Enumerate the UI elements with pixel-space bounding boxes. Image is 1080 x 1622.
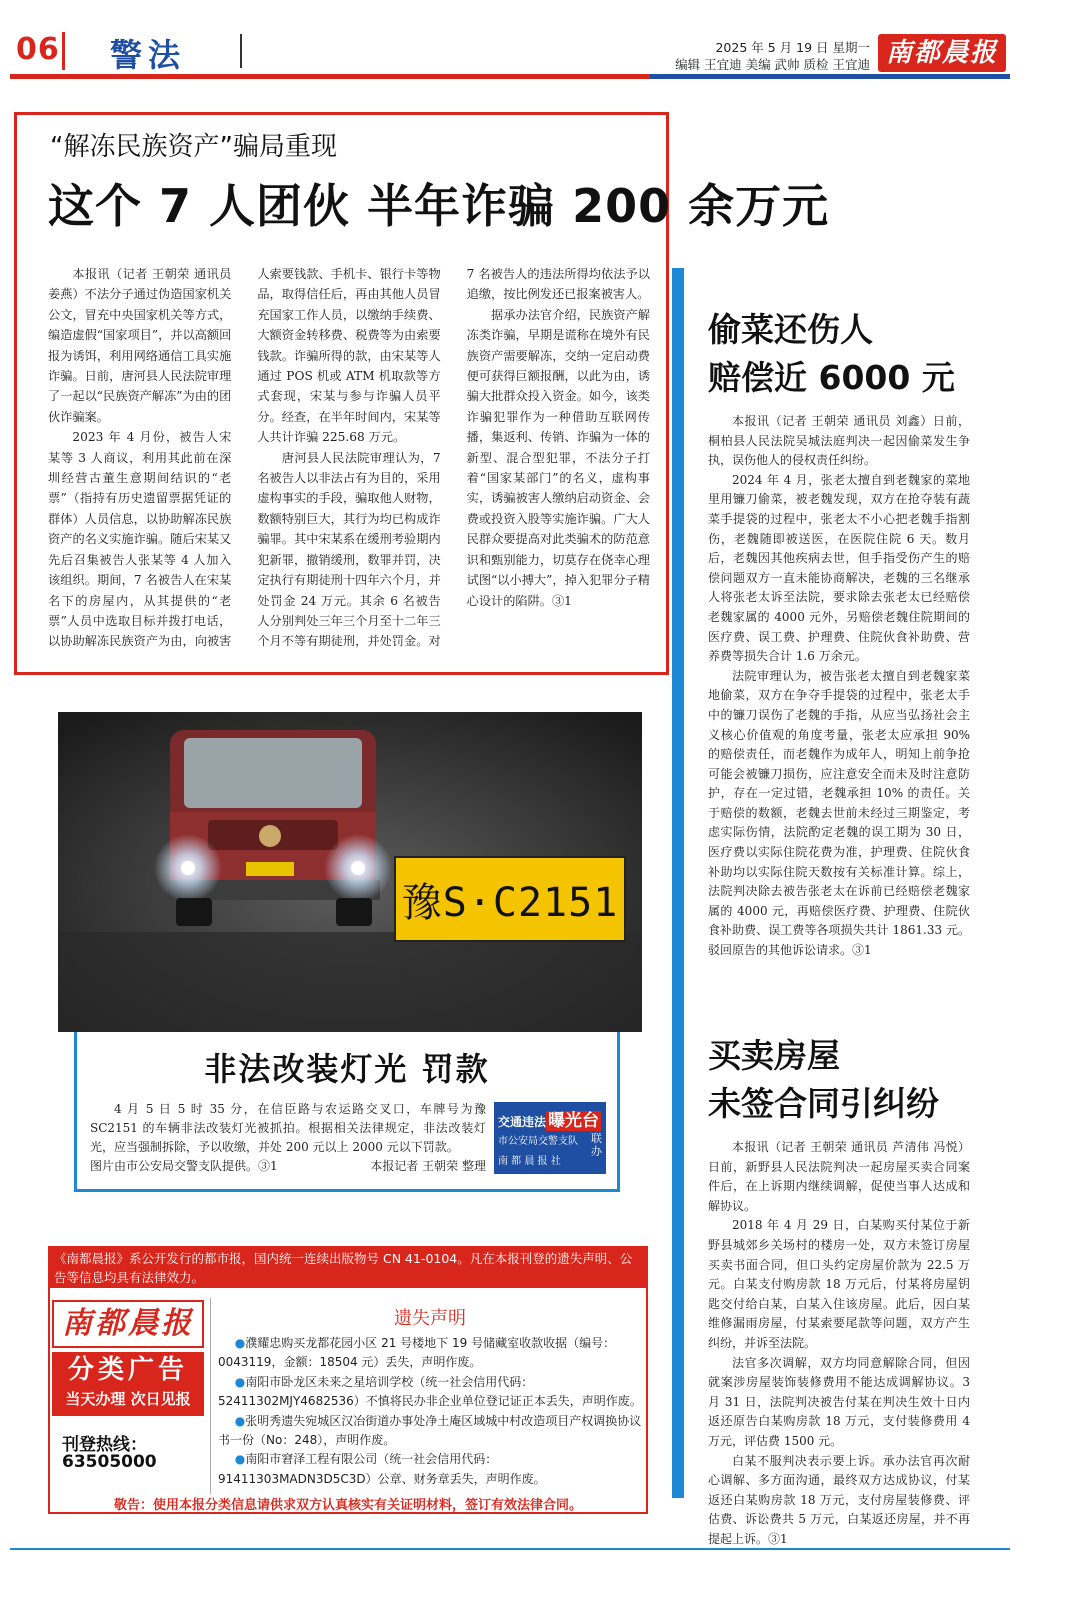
bullet-icon: ● xyxy=(234,1452,246,1467)
main-article-kicker: “解冻民族资产”骗局重现 xyxy=(50,132,337,162)
header-rule-red xyxy=(10,74,650,79)
exposure-badge-big: 曝光台 xyxy=(548,1111,600,1131)
lost-notice-item xyxy=(218,1373,642,1412)
lost-notice-title: 遗失声明 xyxy=(394,1308,466,1329)
lost-notice-item xyxy=(218,1412,642,1451)
article-paragraph: 白某不服判决表示要上诉。承办法官再次耐心调解、多方面沟通，最终双方达成协议，付某返还白某购房款 18 万元，支付房屋装修费、评估费、诉讼费共 5 万元，白某返还房屋，并不再提起上诉。③1 xyxy=(708,1453,970,1546)
bullet-icon: ● xyxy=(234,1336,246,1350)
article-paragraph: 法官多次调解，双方均同意解除合同，但因就案涉房屋装饰装修费用不能达成调解协议。3 月 31 日，法院判决被告付某在判决生效十日内返还原告白某购房款 18 万元，支付装修费用 4 万元，评估费 1500 元。 xyxy=(708,1355,970,1448)
classified-divider xyxy=(210,1298,211,1494)
editor-credits: 编辑 王宜迪 美编 武帅 质检 王宜迪 xyxy=(675,57,870,72)
title-line: 赔偿近 6000 元 xyxy=(708,358,955,397)
section-name: 警法 xyxy=(110,36,187,74)
vegetable-article-title xyxy=(708,306,955,402)
bullet-icon: ● xyxy=(234,1374,246,1389)
header-rule-blue xyxy=(650,74,1010,79)
traffic-exposure-badge xyxy=(494,1102,606,1174)
photo-credit-line xyxy=(90,1157,486,1176)
classified-top-notice: 《南都晨报》系公开发行的都市报，国内统一连续出版物号 CN 41-0104。凡在本报刊登的遗失声明、公告等信息均具有法律效力。 xyxy=(48,1246,648,1288)
article-paragraph: 法院审理认为，被告张老太擅自到老魏家菜地偷菜，双方在争夺手提袋的过程中，张老太手中的镰刀误伤了老魏的手指，从应当弘扬社会主义核心价值观的角度考量，张老太应承担 90% 的赔偿责任，而老魏作为成年人，明知上前争抢可能会被镰刀损伤，应注意安全而未及时注意防护，存在一定过错，老魏承担 10% 的责任。关于赔偿的数额，老魏去世前未经过三期鉴定，考虑实际伤情，法院酌定老魏的误工期为 30 日，医疗费以实际住院花费为准，护理费、住院伙食补助均以实际住院天数按有关标准计算。综上，法院判决除去被告张老太在诉前已经赔偿老魏家属的 4000 元，再赔偿医疗费、护理费、住院伙食补助费、误工费等各项损失共计 1861.33 元。驳回原告的其他诉讼请求。③1 xyxy=(708,668,970,958)
article-paragraph: 2023 年 4 月份，被告人宋某等 3 人商议，利用其此前在深圳经营古董生意期间结识的“老票”（指持有历史遗留票据凭证的群体）人员信息，以协助解冻民族资产的名义实施诈骗。随后宋某又先后召集被告人张某等 4 人加入该组织。期间，7 名被告人在宋某名下的房屋内，从其提供的“老票”人员中选取目标并拨打电话，以协助解冻民族资产为由，向被害人索要钱款、手机卡、银行卡等物品，取得信任后，再由其他人员冒充国家工作人员，以缴纳手续费、大额资金转移费、税费等为由索要钱款。诈骗所得的款，由宋某等人通过 POS 机或 ATM 机取款等方式套现，宋某与参与诈骗人员平分。经查，在半年时间内，宋某等人共计诈骗 225.68 万元。 xyxy=(48,267,441,649)
issue-date: 2025 年 5 月 19 日 星期一 xyxy=(715,40,870,55)
exposure-badge-org: 南 都 晨 报 社 xyxy=(498,1156,561,1167)
exposure-badge-joint: 联办 xyxy=(591,1132,602,1158)
title-line: 买卖房屋 xyxy=(708,1036,840,1075)
article-paragraph: 唐河县人民法院审理认为，7 名被告人以非法占有为目的，采用虚构事实的手段，骗取他人财物，数额特别巨大，其行为均已构成诈骗罪。其中宋某系在缓刑考验期内犯新罪，撤销缓刑，数罪并罚，决定执行有期徒刑十四年六个月，并处罚金 24 万元。其余 6 名被告人分别判处三年三个月至十二年三个月不等有期徒刑，并处罚金。对 7 名被告人的违法所得均依法予以追缴，按比例发还已报案被害人。 xyxy=(257,267,650,649)
article-paragraph: 据承办法官介绍，民族资产解冻类诈骗，早期是谎称在境外有民族资产需要解冻，交纳一定启动费便可获得巨额报酬，以此为由，诱骗大批群众投入资金。如今，该类诈骗犯罪作为一种借助互联网传播，集返利、传销、诈骗为一体的新型、混合型犯罪，不法分子打着“国家某部门”的名义，虚构事实，诱骗被害人缴纳启动资金、会费或投资入股等实施诈骗。广大人民群众要提高对此类骗术的防范意识和甄别能力，切莫存在侥幸心理试图“以小搏大”，掉入犯罪分子精心设计的陷阱。③1 xyxy=(466,307,650,608)
main-article-headline: 这个 7 人团伙 半年诈骗 200 余万元 xyxy=(48,179,830,233)
article-paragraph: 4 月 5 日 5 时 35 分，在信臣路与农运路交叉口，车牌号为豫 SC2151 的车辆非法改装灯光被抓拍。根据相关法律规定，非法改装灯光，应当强制拆除，予以收缴，并处 200 元以上 2000 元以下罚款。 xyxy=(90,1102,486,1154)
article-paragraph: 本报讯（记者 王朝荣 通讯员 姜燕）不法分子通过伪造国家机关公文，冒充中央国家机关等方式，编造虚假“国家项目”，并以高额回报为诱饵，利用网络通信工具实施诈骗。日前，唐河县人民法院审理了一起以“民族资产解冻”为由的团伙诈骗案。 xyxy=(48,267,232,424)
house-article-title xyxy=(708,1032,939,1128)
photo-byline: 本报记者 王朝荣 整理 xyxy=(370,1159,486,1173)
article-paragraph: 2018 年 4 月 29 日，白某购买付某位于新野县城郊乡关场村的楼房一处，双方未签订房屋买卖书面合同，但口头约定房屋价款为 22.5 万元。白某支付购房款 18 万元后，付某将房屋钥匙交付给白某，白某入住该房屋。此后，因白某维修漏雨房屋，付某索要尾款等问题，双方产生纠纷，并诉至法院。 xyxy=(708,1218,970,1350)
house-article-body xyxy=(708,1138,970,1549)
classified-label: 分类广告 xyxy=(67,1355,188,1385)
header-divider xyxy=(62,32,65,70)
header-divider xyxy=(240,34,242,68)
page-number: 06 xyxy=(16,32,60,67)
photo-article-body xyxy=(90,1100,486,1176)
lost-notice-text: 张明秀遗失宛城区汉冶街道办事处净土庵区域城中村改造项目产权调换协议书一份（No：248），声明作废。 xyxy=(218,1413,642,1448)
exposure-badge-small: 交通违法 xyxy=(498,1115,547,1129)
article-paragraph: 本报讯（记者 王朝荣 通讯员 刘鑫）日前，桐柏县人民法院吴城法庭判决一起因偷菜发生争执，误伤他人的侵权责任纠纷。 xyxy=(708,414,970,468)
article-paragraph: 2024 年 4 月，张老太擅自到老魏家的菜地里用镰刀偷菜，被老魏发现，双方在抢夺装有蔬菜手提袋的过程中，张老太不小心把老魏手指割伤，老魏随即被送医，在医院住院 6 天。数月后，老魏因其他疾病去世，但手指受伤产生的赔偿问题双方一直未能协商解决，老魏的三名继承人将张老太诉至法院，要求除去张老太已经赔偿老魏家属的 4000 元外，另赔偿老魏住院期间的医疗费、误工费、护理费、住院伙食补助费、营养费等损失合计 1.6 万余元。 xyxy=(708,472,970,664)
right-column-rule xyxy=(672,268,684,1498)
title-line: 偷菜还伤人 xyxy=(708,310,873,349)
main-article-body xyxy=(48,264,650,652)
lost-notice-list xyxy=(218,1334,642,1489)
classified-label-block xyxy=(52,1352,204,1416)
lost-notice-text: 南阳市窘泽工程有限公司（统一社会信用代码：91411303MADN3D5C3D）公章、财务章丢失，声明作废。 xyxy=(218,1452,546,1486)
license-plate-closeup: 豫S·C2151 xyxy=(394,856,626,942)
newspaper-logo: 南都晨报 xyxy=(878,34,1006,72)
bottom-rule xyxy=(10,1548,1010,1550)
photo-article-title: 非法改装灯光 罚款 xyxy=(204,1050,490,1088)
title-line: 未签合同引纠纷 xyxy=(708,1084,939,1123)
lost-notice-text: 濮耀忠购买龙都花园小区 21 号楼地下 19 号储藏室收款收据（编号：0043119，金额：18504 元）丢失，声明作废。 xyxy=(218,1336,616,1370)
exposure-badge-heading xyxy=(498,1106,601,1131)
hotline-number: 63505000 xyxy=(62,1452,157,1472)
photo-credit: 图片由市公安局交警支队提供。③1 xyxy=(90,1159,278,1173)
lost-notice-text: 南阳市卧龙区未来之星培训学校（统一社会信用代码：52411302MJY4682536）不慎将民办非企业单位登记证正本丢失，声明作废。 xyxy=(218,1374,642,1409)
vegetable-article-body xyxy=(708,412,970,961)
lost-notice-item xyxy=(218,1450,642,1489)
exposure-badge-org: 市公安局交警支队 xyxy=(498,1136,578,1147)
bullet-icon: ● xyxy=(234,1413,246,1428)
article-paragraph: 本报讯（记者 王朝荣 通讯员 芦清伟 冯悦）日前，新野县人民法院判决一起房屋买卖合同案件后，在上诉期内继续调解，促使当事人达成和解协议。 xyxy=(708,1140,970,1213)
classified-brand-logo: 南都晨报 xyxy=(52,1300,204,1348)
lost-notice-item xyxy=(218,1334,642,1373)
classified-warning: 敬告：使用本报分类信息请供求双方认真核实有关证明材料，签订有效法律合同。 xyxy=(113,1498,582,1513)
hotline-label: 刊登热线： xyxy=(62,1435,147,1455)
classified-slogan: 当天办理 次日见报 xyxy=(65,1390,191,1408)
